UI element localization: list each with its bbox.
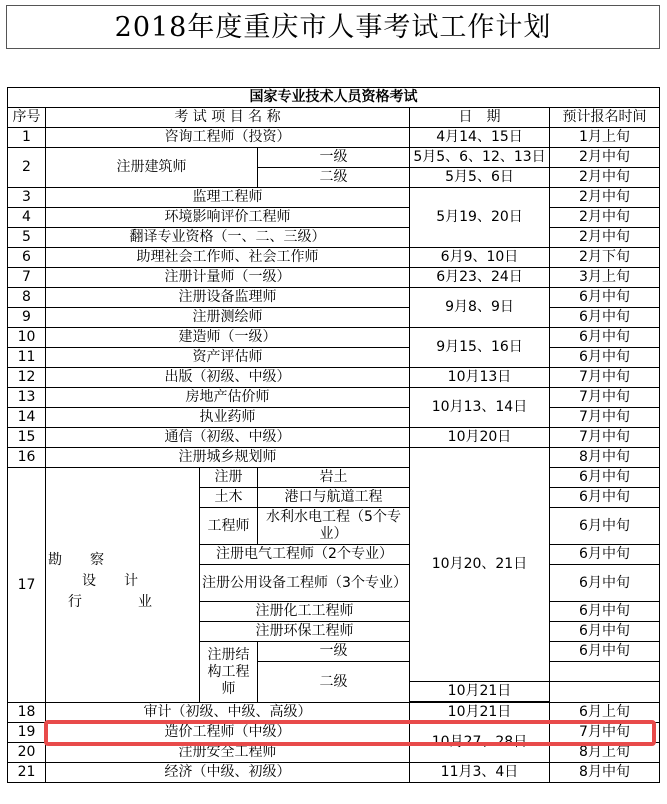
page-title: 2018年度重庆市人事考试工作计划 bbox=[114, 12, 552, 43]
row-name: 监理工程师 bbox=[46, 188, 410, 208]
row-time: 1月上旬 bbox=[550, 128, 660, 148]
row-time: 2月中旬 bbox=[550, 168, 660, 188]
section-header: 国家专业技术人员资格考试 bbox=[8, 88, 660, 108]
row-no: 12 bbox=[8, 368, 46, 388]
header-time: 预计报名时间 bbox=[550, 108, 660, 128]
row-name: 造价工程师（中级） bbox=[46, 723, 410, 743]
row-time: 7月中旬 bbox=[550, 368, 660, 388]
table-row bbox=[8, 368, 660, 388]
row-name: 建造师（一级） bbox=[46, 328, 410, 348]
row-time: 8月中旬 bbox=[550, 448, 660, 468]
row-time: 8月上旬 bbox=[550, 743, 660, 763]
row-no: 14 bbox=[8, 408, 46, 428]
table-row bbox=[8, 208, 660, 228]
group-label-c: 行 业 bbox=[68, 593, 152, 610]
row-name: 注册安全工程师 bbox=[46, 743, 410, 763]
row-sub: 岩土 bbox=[258, 468, 410, 488]
group-label-a: 勘 察 bbox=[48, 551, 104, 568]
row-no: 9 bbox=[8, 308, 46, 328]
row-time: 6月中旬 bbox=[550, 642, 660, 662]
row-time: 6月中旬 bbox=[550, 508, 660, 545]
row-no: 13 bbox=[8, 388, 46, 408]
row-date: 9月15、16日 bbox=[410, 328, 550, 368]
row-no: 18 bbox=[8, 703, 46, 723]
row-time: 6月中旬 bbox=[550, 545, 660, 565]
row-sub-a: 注册结构工程师 bbox=[200, 642, 258, 703]
row-sub: 一级 bbox=[258, 148, 410, 168]
row-name: 翻译专业资格（一、二、三级） bbox=[46, 228, 410, 248]
row-sub-a: 工程师 bbox=[200, 508, 258, 545]
row-name: 审计（初级、中级、高级） bbox=[46, 703, 410, 723]
row-time: 8月中旬 bbox=[550, 763, 660, 783]
row-sub: 二级 bbox=[258, 662, 410, 703]
row-date: 5月19、20日 bbox=[410, 188, 550, 248]
row-time: 7月中旬 bbox=[550, 408, 660, 428]
row-date: 11月3、4日 bbox=[410, 763, 550, 783]
row-sub: 二级 bbox=[258, 168, 410, 188]
row-time: 7月中旬 bbox=[550, 388, 660, 408]
row-name: 注册建筑师 bbox=[46, 148, 258, 188]
row-no: 3 bbox=[8, 188, 46, 208]
header-no: 序号 bbox=[8, 108, 46, 128]
row-no: 15 bbox=[8, 428, 46, 448]
row-no: 19 bbox=[8, 723, 46, 743]
row-name: 通信（初级、中级） bbox=[46, 428, 410, 448]
row-date: 10月13、14日 bbox=[410, 388, 550, 428]
row-date: 6月9、10日 bbox=[410, 248, 550, 268]
row-time: 6月中旬 bbox=[550, 602, 660, 622]
row-name: 注册设备监理师 bbox=[46, 288, 410, 308]
row-sub: 注册电气工程师（2个专业） bbox=[200, 545, 410, 565]
row-time: 6月中旬 bbox=[550, 328, 660, 348]
row-date: 10月20日 bbox=[410, 428, 550, 448]
row-name-group bbox=[46, 468, 200, 703]
row-no: 8 bbox=[8, 288, 46, 308]
table-row bbox=[8, 248, 660, 268]
table-section-row bbox=[8, 88, 660, 108]
row-no: 21 bbox=[8, 763, 46, 783]
table-row bbox=[8, 428, 660, 448]
table-row bbox=[8, 448, 660, 468]
row-time: 7月中旬 bbox=[550, 428, 660, 448]
table-row bbox=[8, 468, 660, 488]
table-row bbox=[8, 408, 660, 428]
row-date: 10月21日 bbox=[410, 703, 550, 723]
row-name: 注册城乡规划师 bbox=[46, 448, 410, 468]
group-label-b: 设 计 bbox=[82, 572, 138, 589]
table-row bbox=[8, 188, 660, 208]
row-time: 6月中旬 bbox=[550, 565, 660, 602]
row-time: 2月中旬 bbox=[550, 148, 660, 168]
row-sub: 注册公用设备工程师（3个专业） bbox=[200, 565, 410, 602]
table-row bbox=[8, 763, 660, 783]
table-row bbox=[8, 308, 660, 328]
row-date: 5月5、6、12、13日 bbox=[410, 148, 550, 168]
table-row bbox=[8, 348, 660, 368]
row-no: 4 bbox=[8, 208, 46, 228]
row-date: 6月23、24日 bbox=[410, 268, 550, 288]
row-name: 房地产估价师 bbox=[46, 388, 410, 408]
row-no: 1 bbox=[8, 128, 46, 148]
row-time: 2月下旬 bbox=[550, 248, 660, 268]
row-time: 7月中旬 bbox=[550, 723, 660, 743]
row-no: 20 bbox=[8, 743, 46, 763]
row-no: 7 bbox=[8, 268, 46, 288]
row-date: 10月13日 bbox=[410, 368, 550, 388]
row-no: 17 bbox=[8, 468, 46, 703]
row-name: 注册计量师（一级） bbox=[46, 268, 410, 288]
table-row bbox=[8, 148, 660, 168]
row-date: 10月27、28日 bbox=[410, 723, 550, 763]
row-time: 2月中旬 bbox=[550, 188, 660, 208]
row-name: 助理社会工作师、社会工作师 bbox=[46, 248, 410, 268]
row-time: 2月中旬 bbox=[550, 228, 660, 248]
row-date: 9月8、9日 bbox=[410, 288, 550, 328]
row-date: 10月20、21日 bbox=[410, 448, 550, 682]
row-time: 3月上旬 bbox=[550, 268, 660, 288]
row-sub: 一级 bbox=[258, 642, 410, 662]
row-date: 5月5、6日 bbox=[410, 168, 550, 188]
row-no: 2 bbox=[8, 148, 46, 188]
row-date bbox=[550, 662, 660, 682]
exam-plan-table bbox=[7, 87, 660, 783]
row-sub-a: 注册 bbox=[200, 468, 258, 488]
row-time: 6月上旬 bbox=[550, 703, 660, 723]
row-name: 经济（中级、初级） bbox=[46, 763, 410, 783]
table-row bbox=[8, 328, 660, 348]
header-date: 日 期 bbox=[410, 108, 550, 128]
row-sub: 港口与航道工程 bbox=[258, 488, 410, 508]
row-name: 执业药师 bbox=[46, 408, 410, 428]
row-time: 6月中旬 bbox=[550, 288, 660, 308]
row-name: 环境影响评价工程师 bbox=[46, 208, 410, 228]
table-row bbox=[8, 228, 660, 248]
row-no: 16 bbox=[8, 448, 46, 468]
row-no: 11 bbox=[8, 348, 46, 368]
row-sub: 注册化工工程师 bbox=[200, 602, 410, 622]
table-row bbox=[8, 268, 660, 288]
row-no: 10 bbox=[8, 328, 46, 348]
row-sub: 水利水电工程（5个专业） bbox=[258, 508, 410, 545]
table-row bbox=[8, 388, 660, 408]
row-time: 6月中旬 bbox=[550, 308, 660, 328]
title-box bbox=[6, 5, 660, 49]
row-sub: 注册环保工程师 bbox=[200, 622, 410, 642]
row-time: 6月中旬 bbox=[550, 488, 660, 508]
header-item: 考 试 项 目 名 称 bbox=[46, 108, 410, 128]
row-time: 6月中旬 bbox=[550, 348, 660, 368]
row-sub-a: 土木 bbox=[200, 488, 258, 508]
table-row bbox=[8, 128, 660, 148]
row-time: 6月中旬 bbox=[550, 622, 660, 642]
row-date: 4月14、15日 bbox=[410, 128, 550, 148]
row-name: 注册测绘师 bbox=[46, 308, 410, 328]
row-no: 5 bbox=[8, 228, 46, 248]
highlight-box bbox=[44, 720, 656, 746]
row-no: 6 bbox=[8, 248, 46, 268]
table-header-row bbox=[8, 108, 660, 128]
row-name: 咨询工程师（投资） bbox=[46, 128, 410, 148]
row-name: 资产评估师 bbox=[46, 348, 410, 368]
row-date: 10月21日 bbox=[410, 682, 550, 702]
row-time: 6月中旬 bbox=[550, 468, 660, 488]
row-time: 2月中旬 bbox=[550, 208, 660, 228]
table-row bbox=[8, 288, 660, 308]
row-name: 出版（初级、中级） bbox=[46, 368, 410, 388]
